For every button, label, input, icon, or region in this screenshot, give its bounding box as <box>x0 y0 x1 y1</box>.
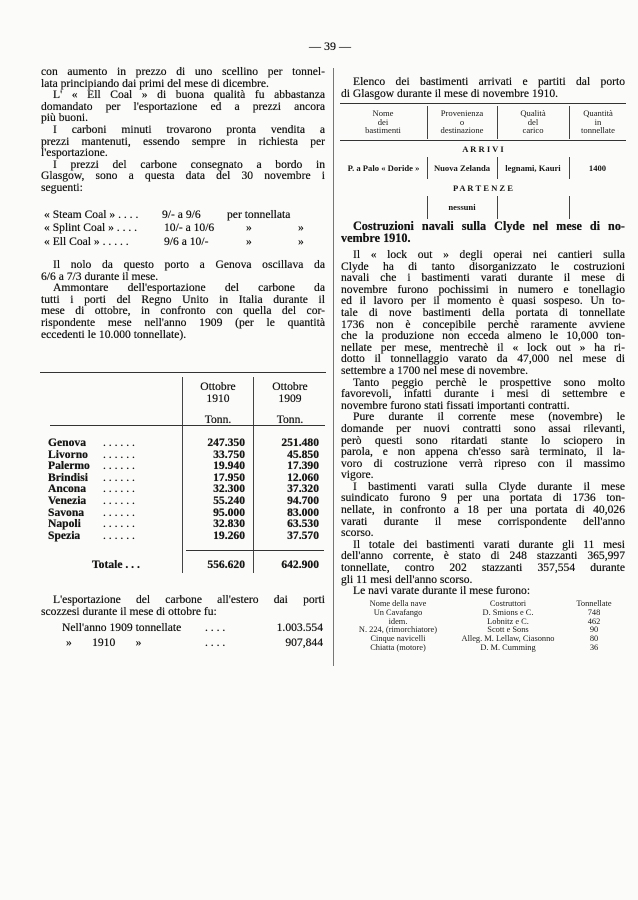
header-line: Qualità <box>520 108 546 118</box>
text-line: scorso. <box>341 526 374 540</box>
text-line: nellate, in confronto a 18 per una portata di 40,026 <box>341 503 625 517</box>
column-divider <box>427 106 428 139</box>
total-row <box>48 559 319 571</box>
header-line: dei <box>377 116 389 127</box>
text-line: tonnellate, contro 202 stazzanti 357,554 durante <box>341 561 625 575</box>
paragraph <box>41 66 325 89</box>
header-line: del <box>527 116 539 127</box>
value-1910: 32.830 <box>213 517 245 531</box>
text-line: domande per nuovi contratti sono assai rilevanti, <box>341 421 625 435</box>
text-line: voro di costruzione verrà ripreso con il massimo <box>341 456 625 470</box>
text-line: gli 11 mesi dell'anno scorso. <box>341 572 473 586</box>
price-row <box>44 222 304 234</box>
text-line: Il « lock out » degli operai nei cantieri sulla <box>353 248 625 261</box>
text-line: però questi sono ritardati stante lo sciopero in <box>341 433 625 447</box>
port-name: Ancona <box>48 482 87 496</box>
text-line: tutti i porti del Regno Unito in Italia durante il <box>41 292 325 306</box>
header-builders: Costruttori <box>489 599 527 608</box>
column-divider <box>569 157 570 179</box>
table-row <box>48 437 328 449</box>
left-paragraphs-scotland <box>41 594 325 617</box>
text-line: vembre 1910. <box>341 230 411 245</box>
ship-cargo: legnami, Kauri <box>505 163 561 173</box>
leader-dots: . . . . . . <box>103 470 135 484</box>
ditto-mark: » <box>246 221 252 234</box>
header-line: Quantità <box>583 108 613 118</box>
paragraph <box>41 89 325 124</box>
table-row <box>48 507 328 519</box>
export-label: » 1910 » <box>66 636 142 649</box>
ship-name: idem. <box>388 616 408 626</box>
text-line: suindicato furono 9 per una portata di 1736 ton- <box>341 491 625 505</box>
left-paragraphs-freight <box>41 259 325 340</box>
header-line: Provenienza <box>440 108 484 118</box>
ship-name: Un Cavafango <box>373 608 423 617</box>
leader-dots: . . . . . . <box>103 436 135 449</box>
ditto-mark: » <box>298 221 304 234</box>
table-row <box>340 617 628 626</box>
value-1909: 83.000 <box>287 505 319 519</box>
table-row <box>340 643 628 652</box>
builder: Lobnitz e C. <box>487 616 529 626</box>
port-name: Savona <box>48 505 85 519</box>
text-line: scozzesi durante il mese di ottobre fu: <box>41 604 217 618</box>
text-line: seguenti: <box>41 180 83 194</box>
paragraph <box>341 585 625 597</box>
leader-dots: . . . . <box>205 636 226 649</box>
column-divider <box>569 196 570 219</box>
text-line: domandato per l'esportazione ed a prezzi ancora <box>41 99 325 113</box>
table-row <box>48 460 328 472</box>
coal-price: 10/- a 10/6 <box>164 221 215 234</box>
header-ship-name <box>340 109 426 135</box>
table-row <box>48 530 328 542</box>
port-name: Genova <box>48 436 87 449</box>
port-name: Venezia <box>48 493 87 507</box>
leader-dots: . . . . . . <box>103 493 135 507</box>
value-1909: 251.480 <box>281 436 319 449</box>
text-line: eccedenti le 10.000 tonnellate). <box>41 327 187 341</box>
text-line: favorevoli, infatti durante i mesi di settembre e <box>341 387 625 401</box>
ship-tonnage: 1400 <box>588 163 607 173</box>
ditto-mark: » <box>246 235 252 248</box>
text-line: Il nolo da questo porto a Genova oscillava da <box>53 258 325 271</box>
text-line: tale di nove bastimenti della portata di tonnellate <box>341 305 625 319</box>
tonnage: 36 <box>589 642 599 652</box>
column-header-1910 <box>184 381 252 426</box>
column-separator <box>333 68 334 666</box>
builder: D. Smions e C. <box>482 608 534 617</box>
right-body <box>341 249 625 597</box>
text-line: novembre furono pochissimi in numero e tonellagio <box>341 282 625 296</box>
text-line: Glasgow, sono a questa data del 30 novembre i <box>41 169 325 183</box>
departures-label: P A R T E N Z E <box>452 183 514 193</box>
text-line: Pure durante il corrente mese (novembre) le <box>353 410 625 424</box>
ship-name: Cinque navicelli <box>370 634 426 644</box>
header-line: destinazione <box>440 125 484 136</box>
header-year: 1910 <box>206 391 230 405</box>
port-name: Napoli <box>48 517 81 531</box>
text-line: varati durante il mese corrispondente dell'anno <box>341 514 625 528</box>
text-line: Ammontare dell'esportazione del carbone da <box>53 281 325 295</box>
text-line: dotto il tonnellaggio varato da 47,000 nel mese di <box>341 352 625 366</box>
header-line: bastimenti <box>365 125 401 136</box>
leader-dots: . . . . <box>205 621 226 634</box>
export-row <box>62 637 323 649</box>
paragraph <box>341 411 625 481</box>
text-line: Il totale dei bastimenti varati durante gli 11 mesi <box>353 537 625 551</box>
table-row <box>340 625 628 634</box>
leader-dots: . . . . . . <box>103 482 135 496</box>
paragraph <box>341 249 625 377</box>
table-top-rule <box>40 372 326 373</box>
table-body <box>48 437 328 541</box>
tonnage: 80 <box>589 634 599 644</box>
table-row <box>340 634 628 643</box>
text-line: Elenco dei bastimenti arrivati e partiti dal porto <box>353 75 625 88</box>
tonnage: 748 <box>587 608 601 617</box>
total-1910: 556.620 <box>207 558 245 571</box>
header-cargo <box>498 109 568 135</box>
table-top-rule <box>340 103 626 104</box>
text-line: ed il lavoro per il momento è quasi sospeso. Un to- <box>341 294 625 308</box>
launched-rows <box>340 608 628 651</box>
text-line: dell'anno corrente, è stato di 248 stazzanti 365,997 <box>341 549 625 563</box>
text-line: L'esportazione del carbone all'estero dai porti <box>53 593 325 606</box>
value-1910: 247.350 <box>207 436 245 449</box>
paragraph <box>341 221 625 244</box>
column-header-1909 <box>255 381 325 426</box>
value-1909: 37.570 <box>287 528 319 542</box>
value-1909: 94.700 <box>287 493 319 507</box>
ship-name: P. a Palo « Doride » <box>347 163 420 173</box>
table-row <box>340 608 628 617</box>
paragraph <box>341 76 625 99</box>
header-origin <box>428 109 496 135</box>
text-line: I bastimenti varati sulla Clyde durante il mese <box>353 479 625 493</box>
leader-dots: . . . . . . <box>103 528 135 542</box>
coal-price: 9/6 a 10/- <box>164 235 209 248</box>
column-divider <box>497 196 498 219</box>
coal-name: « Ell Coal » . . . . . <box>44 235 129 248</box>
header-line: Nome <box>372 108 394 118</box>
leader-dots: . . . . . . <box>103 459 135 473</box>
total-label: Totale . . . <box>92 558 140 571</box>
header-month: Ottobre <box>272 380 308 393</box>
paragraph <box>41 282 325 340</box>
paragraph <box>41 259 325 282</box>
table-row <box>48 472 328 484</box>
left-paragraphs-intro <box>41 66 325 194</box>
paragraph <box>341 377 625 412</box>
value-1910: 33.750 <box>213 447 245 461</box>
header-year: 1909 <box>278 391 302 405</box>
arrivals-label: A R R I V I <box>462 144 504 154</box>
ditto-mark: » <box>298 235 304 248</box>
paragraph <box>41 594 325 617</box>
value-1909: 37.320 <box>287 482 319 496</box>
text-line: navali che i bastimenti varati durante il mese di <box>341 271 625 285</box>
header-line: carico <box>522 125 544 136</box>
export-value: 907,844 <box>285 636 323 649</box>
leader-dots: . . . . . . <box>103 447 135 461</box>
ship-name: N. 224, (rimorchiatore) <box>358 625 438 635</box>
column-divider <box>427 196 428 219</box>
right-intro <box>341 76 625 99</box>
port-name: Palermo <box>48 459 90 473</box>
text-line: 1736 non è concepibile perchè raramente avviene <box>341 317 625 331</box>
value-1909: 17.390 <box>287 459 319 473</box>
text-line: Tanto peggio perchè le prospettive sono molto <box>353 375 625 389</box>
text-line: prezzi mantenuti, essendo sempre in richiesta per <box>41 134 325 148</box>
text-line: rispondente mese nell'anno 1909 (per le quantità <box>41 315 325 329</box>
coal-name: « Splint Coal » . . . . <box>44 221 138 234</box>
value-1910: 19.260 <box>213 528 245 542</box>
text-line: vigore. <box>341 468 374 482</box>
table-row <box>48 518 328 530</box>
port-name: Spezia <box>48 528 81 542</box>
arrival-row <box>340 164 626 173</box>
leader-dots: . . . . . . <box>103 517 135 531</box>
coal-unit: per tonnellata <box>227 208 291 221</box>
leader-dots: . . . . . . <box>103 505 135 519</box>
table-row <box>48 495 328 507</box>
text-line: nellate per mese, mentrechè il « lock out » ha ri- <box>341 340 625 354</box>
header-tonnage: Tonnellate <box>576 599 612 608</box>
text-line: parola, e non appena ch'esso sarà terminato, il la- <box>341 445 625 459</box>
text-line: Costruzioni navali sulla Clyde nel mese di no- <box>353 219 625 233</box>
tonnage: 462 <box>587 616 601 626</box>
builder: D. M. Cumming <box>480 642 536 652</box>
paragraph <box>41 159 325 194</box>
paragraph <box>341 539 625 585</box>
header-rule <box>340 140 626 141</box>
text-line: che la produzione non ecceda almeno le 10,000 ton- <box>341 329 625 343</box>
total-rule <box>186 550 324 551</box>
text-line: 6/6 a 7/3 durante il mese. <box>41 269 159 283</box>
price-row <box>44 209 290 221</box>
column-divider <box>497 157 498 179</box>
total-1909: 642.900 <box>281 558 319 571</box>
value-1909: 12.060 <box>287 470 319 484</box>
header-line: in <box>594 116 602 127</box>
value-1910: 32.300 <box>213 482 245 496</box>
value-1909: 63.530 <box>287 517 319 531</box>
header-unit: Tonn. <box>204 413 232 427</box>
column-divider <box>569 106 570 139</box>
text-line: Le navi varate durante il mese furono: <box>353 584 531 598</box>
header-rule <box>50 425 325 426</box>
launched-header-row <box>340 599 628 608</box>
export-value: 1.003.554 <box>276 621 323 634</box>
value-1910: 95.000 <box>213 505 245 519</box>
export-row <box>62 622 323 634</box>
value-1910: 19.940 <box>213 459 245 473</box>
header-tonnage <box>570 109 626 135</box>
ship-origin: Nuova Zelanda <box>433 163 491 173</box>
text-line: L' « Ell Coal » di buona qualità fu abbastanza <box>53 88 325 102</box>
text-line: Clyde ha di tanto disorganizzato le costruzioni <box>341 259 625 273</box>
header-unit: Tonn. <box>276 413 304 427</box>
header-ship-name: Nome della nave <box>369 599 427 608</box>
section-heading <box>341 221 625 244</box>
value-1910: 55.240 <box>213 493 245 507</box>
builder: Alleg. M. Lellaw, Ciasonno <box>461 634 555 644</box>
text-line: mese di ottobre, in confronto con quella del cor- <box>41 304 325 318</box>
header-line: o <box>459 116 465 127</box>
ship-name: Chiatta (motore) <box>370 642 426 652</box>
value-1909: 45.850 <box>287 447 319 461</box>
text-line: novembre furono stati fissati importanti contratti. <box>341 398 570 412</box>
price-row <box>44 236 304 248</box>
text-line: I carboni minuti trovarono pronta vendita a <box>53 122 325 136</box>
column-divider <box>497 106 498 139</box>
departure-origin: nessuni <box>448 202 476 212</box>
text-line: lata principiando dai primi del mese di dicembre. <box>41 76 269 90</box>
coal-price: 9/- a 9/6 <box>162 208 201 221</box>
text-line: settembre a 1700 nel mese di novembre. <box>341 363 529 377</box>
table-row <box>48 449 328 461</box>
export-label: Nell'anno 1909 tonnellate <box>62 621 182 634</box>
text-line: più buoni. <box>41 111 89 125</box>
value-1910: 17.950 <box>213 470 245 484</box>
port-name: Livorno <box>48 447 88 461</box>
port-name: Brindisi <box>48 470 88 484</box>
header-month: Ottobre <box>200 380 236 393</box>
table-row <box>48 483 328 495</box>
header-line: tonnellate <box>581 125 615 136</box>
coal-name: « Steam Coal » . . . . <box>44 208 139 221</box>
text-line: con aumento in prezzo di uno scellino per tonnel- <box>41 65 325 78</box>
column-divider <box>427 157 428 179</box>
text-line: l'esportazione. <box>41 146 108 160</box>
page-number: — 39 — <box>309 39 351 53</box>
tonnage: 90 <box>589 625 599 635</box>
paragraph <box>41 124 325 159</box>
paragraph <box>341 481 625 539</box>
builder: Scott e Sons <box>487 625 529 635</box>
text-line: di Glasgow durante il mese di novembre 1910. <box>341 86 559 100</box>
text-line: I prezzi del carbone consegnato a bordo in <box>53 157 325 171</box>
